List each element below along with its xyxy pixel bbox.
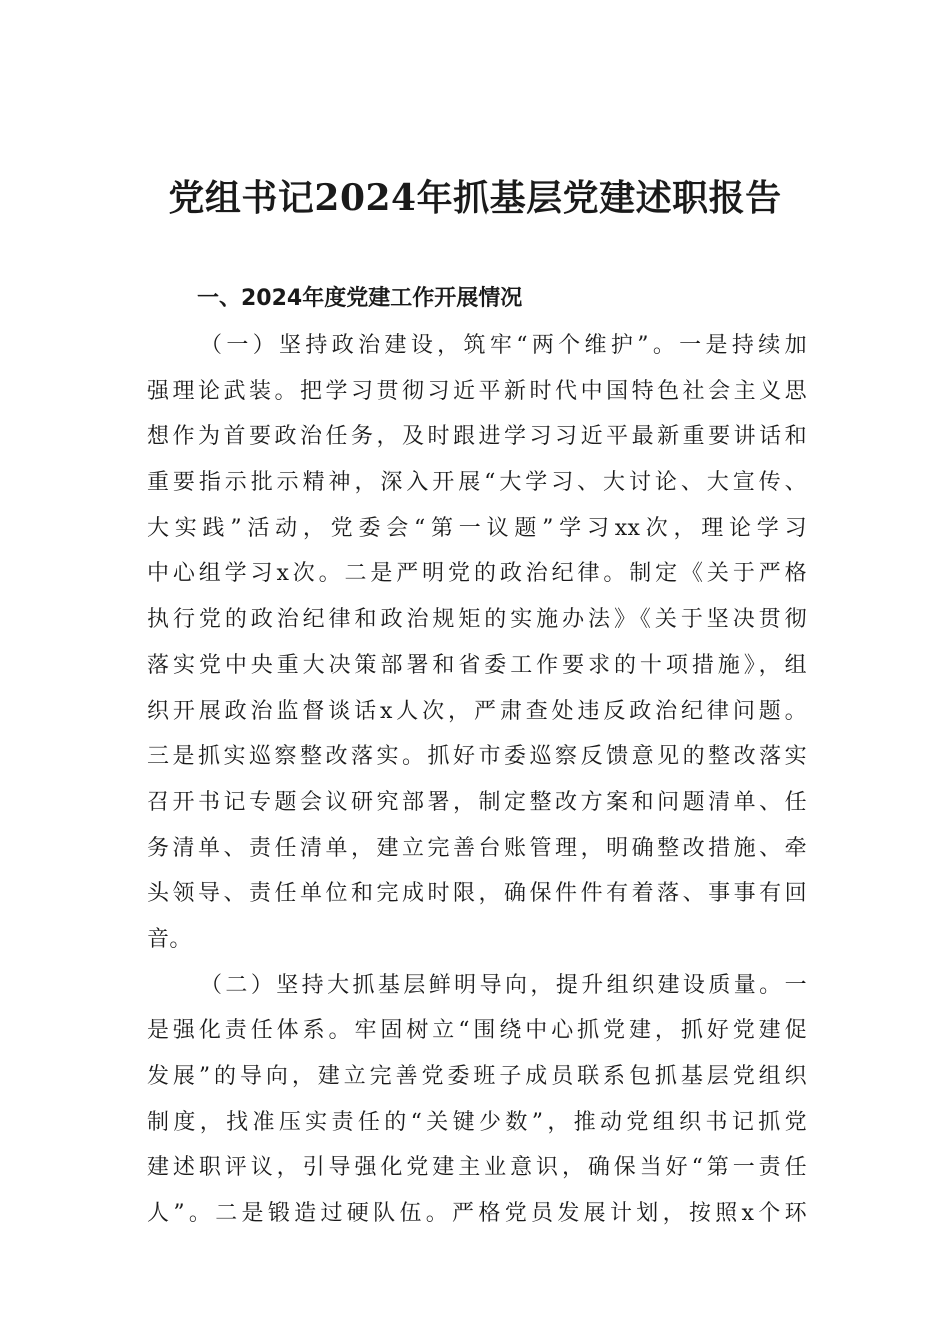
text-line: 音。 bbox=[147, 926, 192, 952]
text-line: 执行党的政治纪律和政治规矩的实施办法》《关于坚决贯彻 bbox=[147, 607, 807, 633]
document-title: 党组书记2024年抓基层党建述职报告 bbox=[168, 177, 782, 219]
document-body bbox=[147, 323, 807, 1237]
paragraph-1 bbox=[147, 323, 807, 963]
text-line: 想作为首要政治任务，及时跟进学习习近平最新重要讲话和 bbox=[147, 424, 807, 450]
section-heading: 一、2024年度党建工作开展情况 bbox=[197, 286, 523, 311]
text-line: 是强化责任体系。牢固树立“围绕中心抓党建，抓好党建促 bbox=[147, 1018, 807, 1044]
text-line: 头领导、责任单位和完成时限，确保件件有着落、事事有回 bbox=[147, 881, 807, 907]
text-line: 重要指示批示精神，深入开展“大学习、大讨论、大宣传、 bbox=[147, 470, 807, 496]
text-line: （一）坚持政治建设，筑牢“两个维护”。一是持续加 bbox=[200, 333, 807, 358]
text-line: 制度，找准压实责任的“关键少数”，推动党组织书记抓党 bbox=[147, 1109, 807, 1135]
text-line: 发展”的导向，建立完善党委班子成员联系包抓基层党组织 bbox=[147, 1064, 807, 1089]
text-line: 务清单、责任清单，建立完善台账管理，明确整改措施、牵 bbox=[147, 835, 807, 861]
paragraph-2 bbox=[147, 963, 807, 1237]
text-line: 建述职评议，引导强化党建主业意识，确保当好“第一责任 bbox=[147, 1155, 807, 1181]
text-line: 强理论武装。把学习贯彻习近平新时代中国特色社会主义思 bbox=[147, 378, 807, 404]
text-line: 织开展政治监督谈话x人次，严肃查处违反政治纪律问题。 bbox=[147, 698, 807, 724]
text-line: 落实党中央重大决策部署和省委工作要求的十项措施》，组 bbox=[147, 652, 807, 678]
text-line: （二）坚持大抓基层鲜明导向，提升组织建设质量。一 bbox=[200, 972, 807, 998]
text-line: 召开书记专题会议研究部署，制定整改方案和问题清单、任 bbox=[147, 789, 807, 815]
text-line: 三是抓实巡察整改落实。抓好市委巡察反馈意见的整改落实 bbox=[147, 744, 807, 770]
text-line: 中心组学习x次。二是严明党的政治纪律。制定《关于严格 bbox=[147, 561, 807, 587]
text-line: 人”。二是锻造过硬队伍。严格党员发展计划，按照x个环 bbox=[147, 1201, 807, 1227]
text-line: 大实践”活动，党委会“第一议题”学习xx次，理论学习 bbox=[147, 515, 807, 541]
